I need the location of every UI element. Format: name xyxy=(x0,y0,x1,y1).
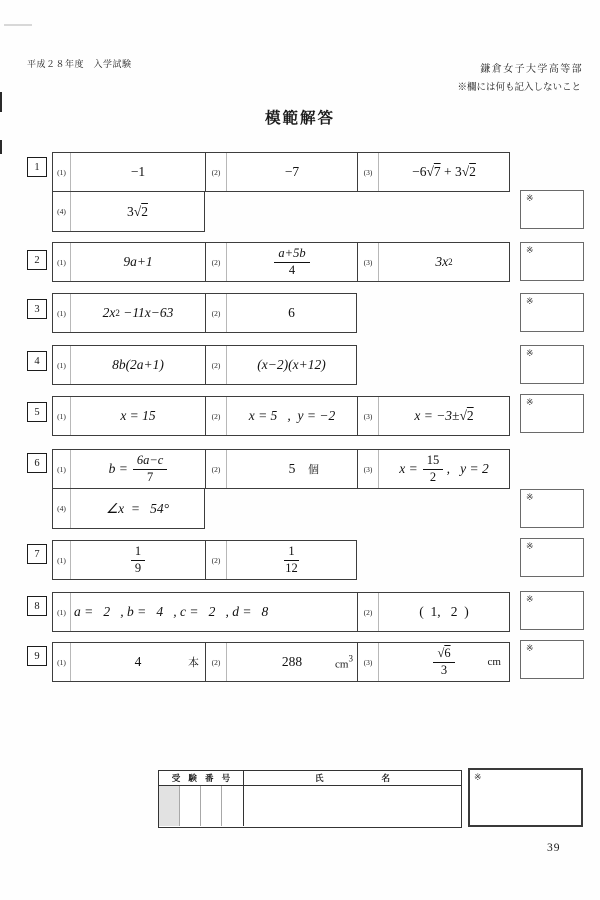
answer-label: (1) xyxy=(53,294,71,332)
answer-label: (2) xyxy=(206,243,227,281)
answer-cell xyxy=(227,450,358,488)
instruction-note: ※欄には何も記入しないこと xyxy=(457,83,581,93)
answer-cell xyxy=(71,593,358,631)
answer-row xyxy=(52,396,510,436)
answer-cell xyxy=(71,643,206,681)
answer-label: (4) xyxy=(53,489,71,528)
exponent: 2 xyxy=(115,308,120,318)
exam-number-digit-cell xyxy=(201,786,222,826)
exam-number-cells xyxy=(159,786,244,826)
sqrt-radical: √ 7 xyxy=(426,164,440,180)
answer-cell xyxy=(227,243,358,281)
answer-label: (1) xyxy=(53,541,71,579)
answer-cell xyxy=(71,489,204,528)
answer-label: (1) xyxy=(53,346,71,384)
star-mark: ※ xyxy=(526,348,534,358)
answer-row xyxy=(52,592,510,632)
answer-cell xyxy=(227,346,356,384)
fraction: $\frac{1}{12}$ xyxy=(285,543,298,575)
answer-label: (2) xyxy=(206,153,227,191)
question-number-7: 7 xyxy=(27,544,47,564)
answer-value: a = 2 , b = 4 , c = 2 , d = 8 xyxy=(74,604,269,619)
answer-value: 8b(2a+1) xyxy=(112,357,164,372)
fraction: √ $\frac{6}{3}$ xyxy=(433,647,454,678)
sqrt-radical: √ 6 xyxy=(437,647,450,661)
answer-label: (2) xyxy=(206,346,227,384)
info-table-header xyxy=(159,771,461,786)
answer-cell xyxy=(227,541,356,579)
exam-number-digit-cell xyxy=(159,786,180,826)
answer-value: x = xyxy=(399,461,418,476)
answer-label: (1) xyxy=(53,397,71,435)
answer-cell xyxy=(71,346,206,384)
answer-cell xyxy=(71,153,206,191)
answer-cell xyxy=(227,153,358,191)
unit-label: 本 xyxy=(188,657,199,669)
unit-label: 個 xyxy=(308,464,319,476)
answer-cell xyxy=(71,243,206,281)
exponent: 2 xyxy=(448,257,453,267)
answer-cell xyxy=(379,593,509,631)
answer-label: (1) xyxy=(53,593,71,631)
page-number: 39 xyxy=(547,842,561,854)
unit-label: cm xyxy=(487,656,501,668)
star-mark: ※ xyxy=(526,193,534,203)
answer-cell xyxy=(227,294,356,332)
question-number-5: 5 xyxy=(27,402,47,422)
answer-cell xyxy=(71,541,206,579)
answer-value: x = −3± xyxy=(414,408,460,423)
answer-value: −7 xyxy=(284,164,300,179)
grading-box xyxy=(520,640,584,679)
grading-box xyxy=(520,489,584,528)
answer-value: −1 xyxy=(130,164,146,179)
answer-value: , y = 2 xyxy=(443,461,489,476)
answer-value: (x−2)(x+12) xyxy=(257,357,326,372)
examinee-info-table xyxy=(158,770,462,828)
unit-label: $cm^3$ xyxy=(335,653,353,671)
answer-value: b = xyxy=(108,461,128,476)
answer-cell xyxy=(379,243,509,281)
answer-row xyxy=(52,345,357,385)
answer-label: (2) xyxy=(206,450,227,488)
sqrt-radical: √ 2 xyxy=(459,408,473,424)
page-title: 模範解答 xyxy=(264,110,335,127)
answer-label: (1) xyxy=(53,450,71,488)
answer-cell xyxy=(71,192,204,231)
grading-box xyxy=(520,591,584,630)
answer-label: (3) xyxy=(358,450,379,488)
star-mark: ※ xyxy=(526,594,534,604)
answer-label: (1) xyxy=(53,153,71,191)
answer-cell xyxy=(71,397,206,435)
star-mark: ※ xyxy=(526,643,534,653)
answer-value: 3 xyxy=(127,203,134,219)
grading-box xyxy=(520,293,584,332)
answer-value: −6 xyxy=(412,164,427,179)
answer-value: ∠x = 54° xyxy=(106,500,169,516)
answer-label: (3) xyxy=(358,243,379,281)
answer-row xyxy=(52,540,357,580)
answer-value: x = 5 , y = −2 xyxy=(248,408,336,423)
sqrt-radical: √ 2 xyxy=(462,164,476,180)
answer-cell xyxy=(379,153,509,191)
name-field xyxy=(244,786,461,826)
answer-label: (1) xyxy=(53,243,71,281)
star-mark: ※ xyxy=(526,541,534,551)
grading-box xyxy=(520,394,584,433)
fraction: $\frac{1}{9}$ xyxy=(131,545,145,576)
answer-cell xyxy=(71,294,206,332)
answer-label: (4) xyxy=(53,192,71,231)
answer-row xyxy=(52,192,205,232)
star-mark: ※ xyxy=(526,245,534,255)
fraction: $\frac{15}{2}$ xyxy=(423,454,444,485)
answer-row xyxy=(52,152,510,192)
school-name: 鎌倉女子大学高等部 xyxy=(480,64,583,75)
answer-row xyxy=(52,242,510,282)
answer-value: ( 1, 2 ) xyxy=(419,604,469,619)
answer-cell xyxy=(379,643,509,681)
answer-label: (3) xyxy=(358,153,379,191)
grading-box-total xyxy=(468,768,583,827)
answer-value: 9a+1 xyxy=(123,254,153,269)
exam-year-label: 平成２８年度 入学試験 xyxy=(27,59,132,69)
answer-value: 288 xyxy=(281,654,303,669)
scan-artifact xyxy=(4,24,32,26)
scan-artifact xyxy=(0,140,2,154)
fraction: $\frac{6a-c}{7}$ xyxy=(133,454,167,485)
unit-exponent: 3 xyxy=(348,653,353,664)
name-header: 氏 名 xyxy=(314,773,391,783)
exam-number-header: 受 験 番 号 xyxy=(159,771,244,785)
answer-value: 4 xyxy=(134,654,142,669)
answer-row xyxy=(52,642,510,682)
exam-number-digit-cell xyxy=(222,786,243,826)
answer-value: −11x−63 xyxy=(119,305,174,320)
question-number-6: 6 xyxy=(27,453,47,473)
grading-box xyxy=(520,538,584,577)
answer-value: 3x xyxy=(435,254,449,269)
answer-row xyxy=(52,449,510,489)
answer-value: x = 15 xyxy=(120,408,156,423)
answer-label: (2) xyxy=(358,593,379,631)
answer-value: + 3 xyxy=(440,164,462,179)
grading-box xyxy=(520,345,584,384)
answer-row xyxy=(52,489,205,529)
answer-value: 6 xyxy=(288,305,295,320)
answer-label: (1) xyxy=(53,643,71,681)
question-number-2: 2 xyxy=(27,250,47,270)
answer-row xyxy=(52,293,357,333)
question-number-3: 3 xyxy=(27,299,47,319)
answer-cell xyxy=(227,643,358,681)
star-mark: ※ xyxy=(526,492,534,502)
answer-label: (2) xyxy=(206,397,227,435)
question-number-4: 4 xyxy=(27,351,47,371)
answer-cell xyxy=(227,397,358,435)
answer-label: (3) xyxy=(358,397,379,435)
answer-cell xyxy=(379,450,509,488)
answer-label: (2) xyxy=(206,541,227,579)
grading-box xyxy=(520,242,584,281)
star-mark: ※ xyxy=(474,772,482,782)
answer-cell xyxy=(71,450,206,488)
answer-cell xyxy=(379,397,509,435)
answer-label: (3) xyxy=(358,643,379,681)
answer-value: 5 xyxy=(288,461,296,476)
fraction: $\frac{a+5b}{4}$ xyxy=(274,247,309,278)
grading-box xyxy=(520,190,584,229)
sqrt-radical: √ 2 xyxy=(134,204,148,220)
exam-number-digit-cell xyxy=(180,786,201,826)
question-number-8: 8 xyxy=(27,596,47,616)
question-number-9: 9 xyxy=(27,646,47,666)
info-table-body xyxy=(159,786,461,826)
star-mark: ※ xyxy=(526,397,534,407)
answer-label: (2) xyxy=(206,294,227,332)
question-number-1: 1 xyxy=(27,157,47,177)
answer-label: (2) xyxy=(206,643,227,681)
answer-value: 2x xyxy=(102,305,116,320)
star-mark: ※ xyxy=(526,296,534,306)
